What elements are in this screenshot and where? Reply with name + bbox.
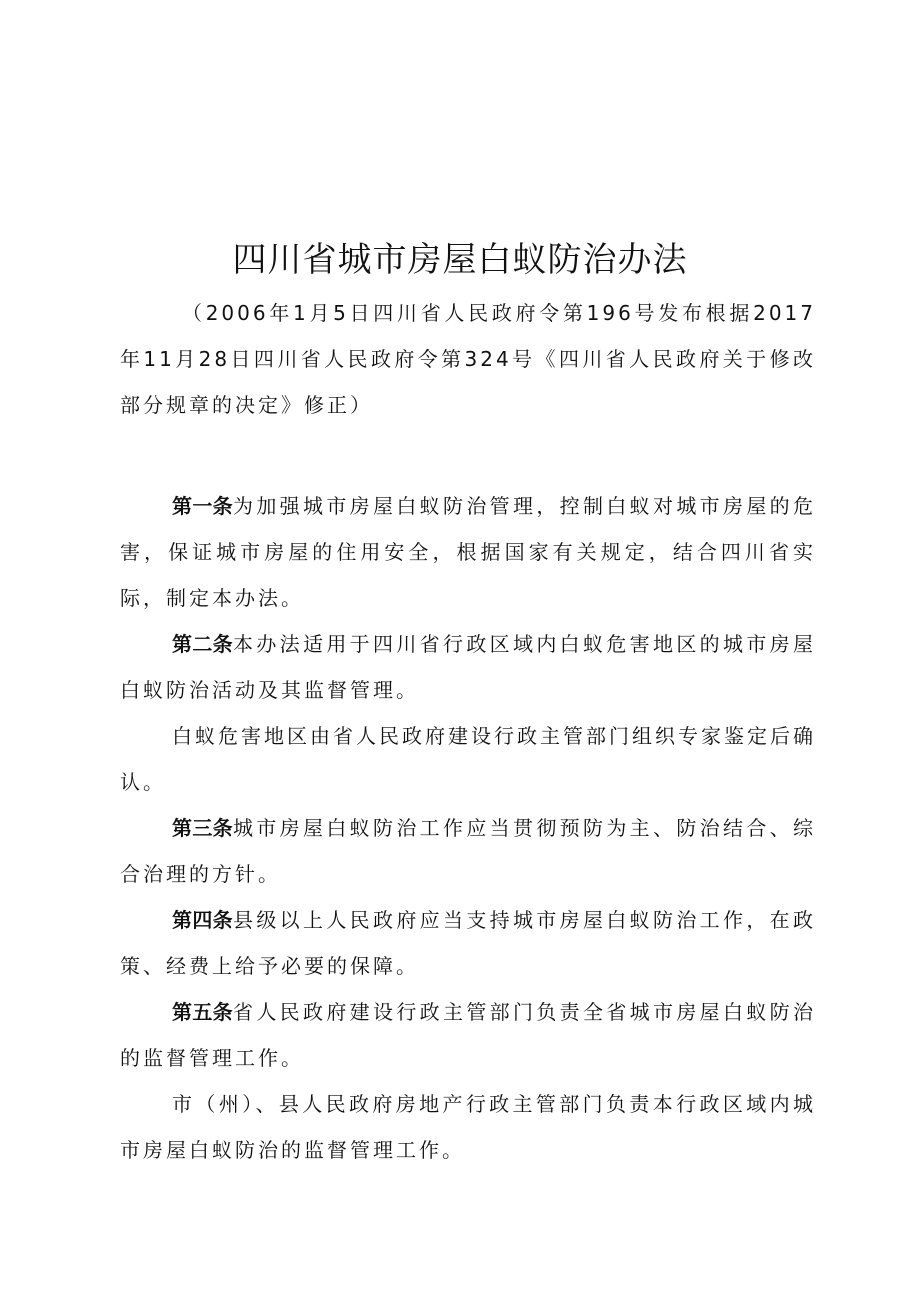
article-1 xyxy=(120,483,816,621)
document-title: 四川省城市房屋白蚁防治办法 xyxy=(232,240,688,280)
article-2-paragraph-2 xyxy=(120,713,816,805)
article-text: 本办法适用于四川省行政区域内白蚁危害地区的城市房屋白蚁防治活动及其监督管理。 xyxy=(120,632,816,702)
article-3 xyxy=(120,805,816,897)
article-text: 县级以上人民政府应当支持城市房屋白蚁防治工作，在政策、经费上给予必要的保障。 xyxy=(120,908,816,978)
article-2 xyxy=(120,621,816,713)
article-text: 白蚁危害地区由省人民政府建设行政主管部门组织专家鉴定后确认。 xyxy=(120,724,816,794)
article-text: 城市房屋白蚁防治工作应当贯彻预防为主、防治结合、综合治理的方针。 xyxy=(120,816,816,886)
document-subtitle: （2006年1月5日四川省人民政府令第196号发布根据2017年11月28日四川省人民政府令第324号《四川省人民政府关于修改部分规章的决定》修正） xyxy=(120,301,816,417)
article-text: 市（州）、县人民政府房地产行政主管部门负责本行政区域内城市房屋白蚁防治的监督管理工作。 xyxy=(120,1092,816,1162)
article-label: 第四条 xyxy=(172,908,233,932)
article-label: 第三条 xyxy=(172,816,233,840)
article-4 xyxy=(120,897,816,989)
article-label: 第一条 xyxy=(172,494,233,518)
article-text: 为加强城市房屋白蚁防治管理，控制白蚁对城市房屋的危害，保证城市房屋的住用安全，根据国家有关规定，结合四川省实际，制定本办法。 xyxy=(120,494,816,610)
article-label: 第二条 xyxy=(172,632,233,656)
article-5-paragraph-2 xyxy=(120,1081,816,1173)
article-5 xyxy=(120,989,816,1081)
article-label: 第五条 xyxy=(172,1000,233,1024)
article-text: 省人民政府建设行政主管部门负责全省城市房屋白蚁防治的监督管理工作。 xyxy=(120,1000,816,1070)
document-body xyxy=(120,483,816,1173)
